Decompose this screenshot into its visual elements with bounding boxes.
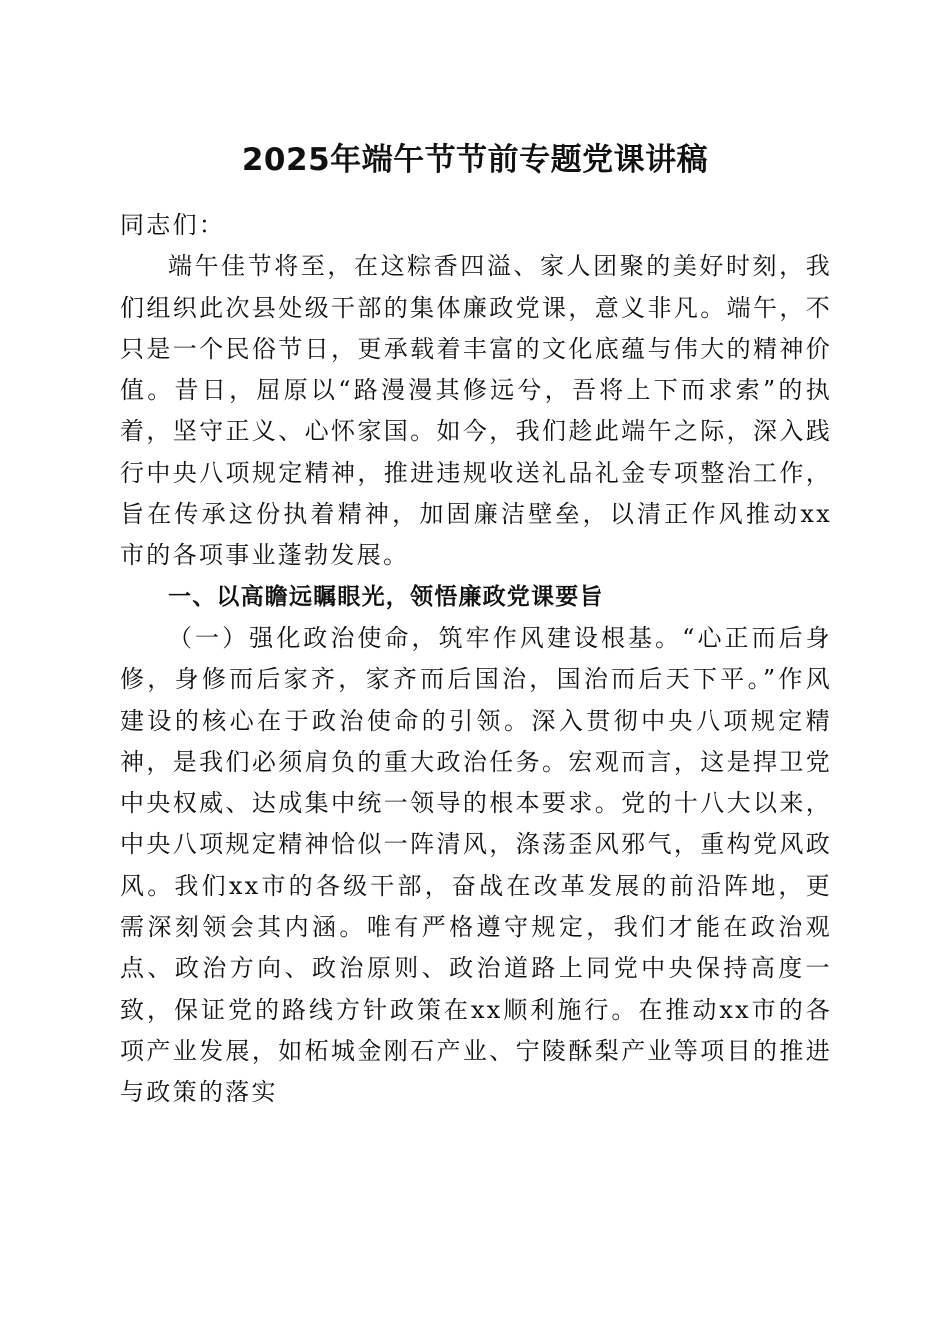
intro-paragraph: 端午佳节将至，在这粽香四溢、家人团聚的美好时刻，我们组织此次县处级干部的集体廉政党课，意义非凡。端午，不只是一个民俗节日，更承载着丰富的文化底蕴与伟大的精神价值。昔日，屈原以“路漫漫其修远兮，吾将上下而求索”的执着，坚守正义、心怀家国。如今，我们趁此端午之际，深入践行中央八项规定精神，推进违规收送礼品礼金专项整治工作，旨在传承这份执着精神，加固廉洁壁垒，以清正作风推动xx市的各项事业蓬勃发展。 <box>120 252 832 570</box>
section-heading-1: 一、以高瞻远瞩眼光，领悟廉政党课要旨 <box>168 583 604 610</box>
section-1-paragraph-1: （一）强化政治使命，筑牢作风建设根基。“心正而后身修，身修而后家齐，家齐而后国治，国治而后天下平。”作风建设的核心在于政治使命的引领。深入贯彻中央八项规定精神，是我们必须肩负的重大政治任务。宏观而言，这是捍卫党中央权威、达成集中统一领导的根本要求。党的十八大以来，中央八项规定精神恰似一阵清风，涤荡歪风邪气，重构党风政风。我们xx市的各级干部，奋战在改革发展的前沿阵地，更需深刻领会其内涵。唯有严格遵守规定，我们才能在政治观点、政治方向、政治原则、政治道路上同党中央保持高度一致，保证党的路线方针政策在xx顺利施行。在推动xx市的各项产业发展，如柘城金刚石产业、宁陵酥梨产业等项目的推进与政策的落实 <box>120 623 832 1107</box>
salutation: 同志们： <box>120 211 226 239</box>
document-body <box>120 205 832 1114</box>
document-title: 2025年端午节节前专题党课讲稿 <box>241 142 709 178</box>
